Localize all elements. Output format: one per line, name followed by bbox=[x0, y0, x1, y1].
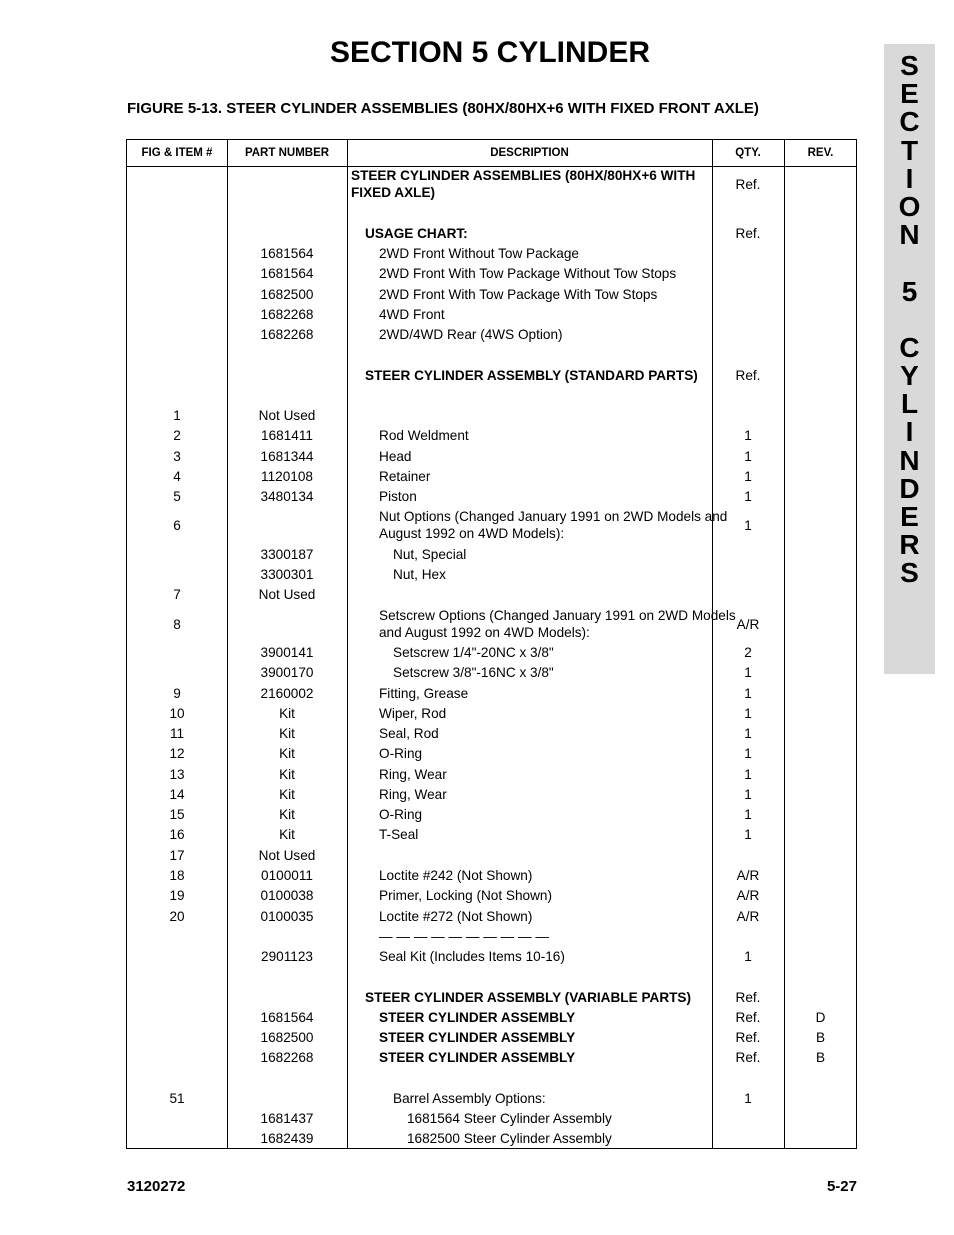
description-cell: Head bbox=[379, 449, 412, 464]
table-row bbox=[127, 607, 858, 641]
qty-cell: Ref. bbox=[735, 1050, 761, 1065]
sidebar-letter: O bbox=[898, 190, 921, 222]
description-cell: Wiper, Rod bbox=[379, 706, 447, 721]
sidebar-letter: C bbox=[899, 331, 920, 363]
description-cell: 2WD Front With Tow Package Without Tow Stops bbox=[379, 266, 677, 281]
header-rev: REV. bbox=[807, 147, 834, 159]
sidebar-letter: R bbox=[899, 529, 920, 561]
sidebar-letter: S bbox=[900, 557, 919, 589]
part-number-cell: 0100011 bbox=[261, 868, 313, 883]
qty-cell: 1 bbox=[744, 489, 752, 504]
part-number-cell: 1681564 bbox=[260, 266, 314, 281]
description-cell: 1681564 Steer Cylinder Assembly bbox=[407, 1111, 612, 1126]
part-number-cell: Not Used bbox=[258, 587, 316, 602]
part-number-cell: 3480134 bbox=[260, 489, 314, 504]
table-row bbox=[127, 1110, 858, 1127]
table-row bbox=[127, 407, 858, 424]
fig-item-cell: 1 bbox=[173, 408, 181, 423]
table-row bbox=[127, 928, 858, 945]
description-cell: O-Ring bbox=[379, 807, 423, 822]
sidebar-letter: Y bbox=[900, 360, 919, 392]
table-row bbox=[127, 566, 858, 583]
fig-item-cell: 14 bbox=[169, 787, 185, 802]
fig-item-cell: 4 bbox=[173, 469, 181, 484]
table-row bbox=[127, 245, 858, 262]
sidebar-letter: E bbox=[900, 501, 919, 532]
qty-cell: 1 bbox=[744, 469, 752, 484]
table-row bbox=[127, 508, 858, 542]
part-number-cell: 0100035 bbox=[260, 909, 314, 924]
description-cell: STEER CYLINDER ASSEMBLY bbox=[379, 1030, 576, 1045]
description-cell: Nut Options (Changed January 1991 on 2WD Models and August 1992 on 4WD Models): bbox=[379, 509, 728, 541]
part-number-cell: 3900141 bbox=[260, 645, 314, 660]
description-cell: USAGE CHART: bbox=[365, 226, 468, 241]
fig-item-cell: 7 bbox=[173, 587, 181, 602]
part-number-cell: 1681411 bbox=[261, 428, 313, 443]
table-row bbox=[127, 468, 858, 485]
part-number-cell: Kit bbox=[279, 807, 295, 822]
part-number-cell: 1682500 bbox=[260, 287, 314, 302]
table-row bbox=[127, 685, 858, 702]
qty-cell: 1 bbox=[744, 665, 752, 680]
qty-cell: 1 bbox=[744, 428, 752, 443]
qty-cell: Ref. bbox=[735, 990, 761, 1005]
sidebar-letter: E bbox=[900, 78, 919, 110]
description-cell: Setscrew 3/8"-16NC x 3/8" bbox=[393, 665, 554, 680]
description-cell: Ring, Wear bbox=[379, 767, 447, 782]
part-number-cell: 1682268 bbox=[260, 307, 314, 322]
part-number-cell: Kit bbox=[279, 746, 295, 761]
table-row bbox=[127, 326, 858, 343]
fig-item-cell: 2 bbox=[173, 428, 181, 443]
qty-cell: Ref. bbox=[735, 368, 761, 383]
fig-item-cell: 16 bbox=[169, 827, 185, 842]
part-number-cell: Kit bbox=[279, 787, 295, 802]
description-cell: STEER CYLINDER ASSEMBLY bbox=[379, 1010, 576, 1025]
section-title: SECTION 5 CYLINDER bbox=[329, 36, 651, 69]
description-cell: Ring, Wear bbox=[379, 787, 447, 802]
table-row bbox=[127, 745, 858, 762]
description-cell: — — — — — — — — — — bbox=[379, 929, 549, 944]
description-cell: Barrel Assembly Options: bbox=[393, 1091, 546, 1106]
page-number: 5-27 bbox=[826, 1178, 857, 1195]
table-row bbox=[127, 867, 858, 884]
fig-item-cell: 12 bbox=[169, 746, 185, 761]
table-row bbox=[127, 887, 858, 904]
qty-cell: Ref. bbox=[735, 176, 761, 192]
table-row bbox=[127, 427, 858, 444]
table-header-row bbox=[127, 140, 856, 167]
table-row bbox=[127, 306, 858, 323]
table-row bbox=[127, 705, 858, 722]
header-part-number: PART NUMBER bbox=[244, 147, 330, 159]
fig-item-cell: 15 bbox=[169, 807, 185, 822]
sidebar-letter: I bbox=[905, 416, 914, 448]
qty-cell: 1 bbox=[744, 449, 752, 464]
part-number-cell: 1681564 bbox=[260, 246, 314, 261]
part-number-cell: 1682439 bbox=[260, 1131, 314, 1146]
sidebar-letter: L bbox=[900, 388, 919, 420]
sidebar-letter: N bbox=[899, 444, 920, 476]
description-cell: Setscrew Options (Changed January 1991 on 2WD Models and August 1992 on 4WD Models): bbox=[379, 608, 736, 640]
part-number-cell: 1120108 bbox=[261, 469, 313, 484]
table-row bbox=[127, 948, 858, 965]
table-row bbox=[127, 225, 858, 242]
qty-cell: 1 bbox=[744, 706, 752, 721]
part-number-cell: 1681564 bbox=[260, 1010, 314, 1025]
table-row bbox=[127, 265, 858, 282]
fig-item-cell: 3 bbox=[173, 449, 181, 464]
table-row bbox=[127, 488, 858, 505]
description-cell: STEER CYLINDER ASSEMBLY (STANDARD PARTS) bbox=[365, 368, 698, 383]
table-row bbox=[127, 644, 858, 661]
part-number-cell: 2901123 bbox=[261, 949, 313, 964]
part-number-cell: 1682500 bbox=[260, 1030, 314, 1045]
part-number-cell: Kit bbox=[279, 726, 295, 741]
fig-item-cell: 18 bbox=[169, 868, 185, 883]
qty-cell: 1 bbox=[744, 767, 752, 782]
qty-cell: Ref. bbox=[735, 1010, 761, 1025]
description-cell: 2WD/4WD Rear (4WS Option) bbox=[379, 327, 563, 342]
table-row bbox=[127, 908, 858, 925]
description-cell: 2WD Front With Tow Package With Tow Stops bbox=[379, 287, 658, 302]
fig-item-cell: 9 bbox=[173, 686, 181, 701]
table-row bbox=[127, 546, 858, 563]
description-cell: Setscrew 1/4"-20NC x 3/8" bbox=[393, 645, 554, 660]
header-fig-item: FIG & ITEM # bbox=[141, 147, 213, 159]
part-number-cell: 1681344 bbox=[260, 449, 314, 464]
table-row bbox=[127, 989, 858, 1006]
part-number-cell: Not Used bbox=[258, 848, 316, 863]
description-cell: O-Ring bbox=[379, 746, 423, 761]
description-cell: STEER CYLINDER ASSEMBLY (VARIABLE PARTS) bbox=[365, 990, 692, 1005]
qty-cell: Ref. bbox=[735, 226, 761, 241]
description-cell: Primer, Locking (Not Shown) bbox=[379, 888, 553, 903]
qty-cell: 1 bbox=[744, 746, 752, 761]
fig-item-cell: 8 bbox=[173, 616, 181, 632]
table-row bbox=[127, 448, 858, 465]
qty-cell: 1 bbox=[744, 807, 752, 822]
section-sidebar-tab bbox=[884, 44, 935, 674]
fig-item-cell: 20 bbox=[169, 909, 185, 924]
fig-item-cell: 6 bbox=[173, 517, 181, 533]
qty-cell: 1 bbox=[744, 686, 752, 701]
part-number-cell: Kit bbox=[279, 706, 295, 721]
description-cell: Loctite #242 (Not Shown) bbox=[379, 868, 533, 883]
document-number: 3120272 bbox=[127, 1178, 186, 1195]
fig-item-cell: 10 bbox=[169, 706, 185, 721]
part-number-cell: 3300301 bbox=[260, 567, 314, 582]
sidebar-letter: S bbox=[900, 50, 919, 81]
part-number-cell: 1682268 bbox=[260, 1050, 314, 1065]
qty-cell: 1 bbox=[744, 949, 752, 964]
table-row bbox=[127, 586, 858, 603]
part-number-cell: Kit bbox=[279, 827, 295, 842]
qty-cell: 1 bbox=[744, 726, 752, 741]
description-cell: Piston bbox=[379, 489, 417, 504]
rev-cell: D bbox=[815, 1010, 826, 1025]
parts-table bbox=[126, 139, 857, 1149]
table-row bbox=[127, 367, 858, 384]
description-cell: Retainer bbox=[379, 469, 431, 484]
qty-cell: Ref. bbox=[735, 1030, 761, 1045]
description-cell: Seal Kit (Includes Items 10-16) bbox=[379, 949, 565, 964]
description-cell: T-Seal bbox=[379, 827, 419, 842]
table-row bbox=[127, 286, 858, 303]
table-row bbox=[127, 167, 858, 201]
table-row bbox=[127, 1130, 858, 1147]
part-number-cell: Not Used bbox=[258, 408, 316, 423]
sidebar-letter: C bbox=[899, 106, 920, 138]
description-cell: Fitting, Grease bbox=[379, 686, 469, 701]
table-row bbox=[127, 1049, 858, 1066]
qty-cell: 1 bbox=[744, 1091, 752, 1106]
fig-item-cell: 13 bbox=[169, 767, 185, 782]
description-cell: STEER CYLINDER ASSEMBLIES (80HX/80HX+6 WITH FIXED AXLE) bbox=[351, 168, 696, 200]
description-cell: Nut, Hex bbox=[393, 567, 446, 582]
header-description: DESCRIPTION bbox=[490, 147, 569, 159]
rev-cell: B bbox=[815, 1050, 826, 1065]
table-row bbox=[127, 847, 858, 864]
sidebar-letter: 5 bbox=[901, 275, 918, 307]
qty-cell: A/R bbox=[736, 616, 760, 632]
fig-item-cell: 17 bbox=[169, 848, 185, 863]
sidebar-letter: T bbox=[900, 134, 919, 166]
qty-cell: A/R bbox=[736, 888, 760, 903]
table-row bbox=[127, 786, 858, 803]
part-number-cell: Kit bbox=[279, 767, 295, 782]
description-cell: Nut, Special bbox=[393, 547, 467, 562]
rev-cell: B bbox=[815, 1030, 826, 1045]
part-number-cell: 3300187 bbox=[260, 547, 314, 562]
sidebar-letter: D bbox=[899, 472, 920, 504]
description-cell: 1682500 Steer Cylinder Assembly bbox=[407, 1131, 612, 1146]
table-row bbox=[127, 1090, 858, 1107]
sidebar-letter: I bbox=[905, 162, 914, 194]
qty-cell: 1 bbox=[744, 517, 752, 533]
description-cell: 2WD Front Without Tow Package bbox=[379, 246, 579, 261]
fig-item-cell: 51 bbox=[169, 1091, 185, 1106]
qty-cell: 1 bbox=[744, 787, 752, 802]
table-row bbox=[127, 766, 858, 783]
fig-item-cell: 19 bbox=[169, 888, 185, 903]
qty-cell: 1 bbox=[744, 827, 752, 842]
part-number-cell: 1681437 bbox=[260, 1111, 314, 1126]
qty-cell: 2 bbox=[744, 645, 752, 660]
table-row bbox=[127, 664, 858, 681]
part-number-cell: 0100038 bbox=[260, 888, 314, 903]
sidebar-letter: N bbox=[899, 219, 920, 251]
description-cell: Rod Weldment bbox=[379, 428, 469, 443]
description-cell: Seal, Rod bbox=[379, 726, 439, 741]
qty-cell: A/R bbox=[736, 868, 760, 883]
figure-title: FIGURE 5-13. STEER CYLINDER ASSEMBLIES (80HX/80HX+6 WITH FIXED FRONT AXLE) bbox=[127, 100, 759, 117]
table-row bbox=[127, 1009, 858, 1026]
fig-item-cell: 11 bbox=[169, 726, 185, 741]
header-qty: QTY. bbox=[735, 147, 761, 159]
description-cell: 4WD Front bbox=[379, 307, 445, 322]
description-cell: Loctite #272 (Not Shown) bbox=[379, 909, 533, 924]
table-row bbox=[127, 1029, 858, 1046]
part-number-cell: 2160002 bbox=[260, 686, 314, 701]
part-number-cell: 3900170 bbox=[260, 665, 314, 680]
qty-cell: A/R bbox=[736, 909, 760, 924]
table-row bbox=[127, 826, 858, 843]
description-cell: STEER CYLINDER ASSEMBLY bbox=[379, 1050, 576, 1065]
table-row bbox=[127, 806, 858, 823]
part-number-cell: 1682268 bbox=[260, 327, 314, 342]
fig-item-cell: 5 bbox=[173, 489, 181, 504]
table-row bbox=[127, 725, 858, 742]
